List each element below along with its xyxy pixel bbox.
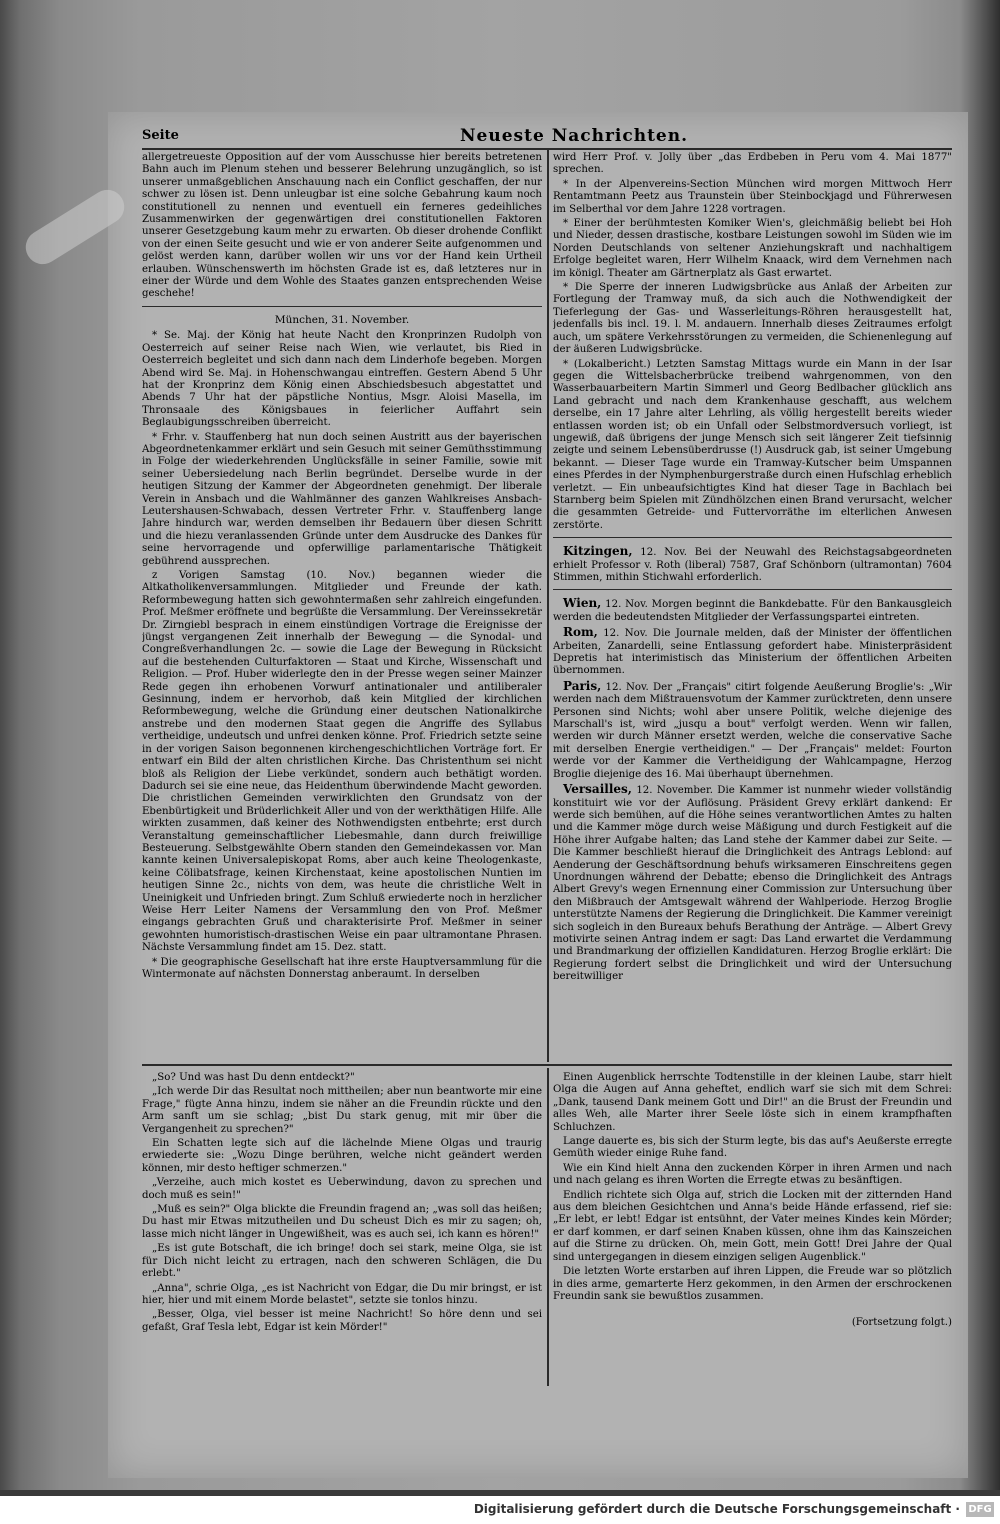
- feuilleton-paragraph: Wie ein Kind hielt Anna den zuckenden Körper in ihren Armen und nach und nach gelang es ihren Worten die Erregte etwas zu besänftigen.: [553, 1162, 952, 1187]
- feuilleton-paragraph: „So? Und was hast Du denn entdeckt?": [152, 1072, 355, 1083]
- telegram-versailles: [553, 783, 952, 984]
- feuilleton-divider: [142, 1064, 952, 1066]
- feuilleton-right: [553, 1072, 952, 1384]
- text-rom: 12. Nov. Die Journale melden, daß der Minister der öffentlichen Arbeiten, Zanardelli, seine Entlassung gefordert habe. Ministerpräsident Depretis hat interimistisch das Ministerium der öffentlichen Arbeiten übernommen.: [553, 628, 952, 677]
- feuilleton-paragraph: „Verzeihe, auch mich kostet es Ueberwindung, davon zu sprechen und doch muß es sein!": [142, 1177, 542, 1201]
- feuilleton-paragraph: „Muß es sein?" Olga blickte die Freundin fragend an; „was soll das heißen; Du hast mir Etwas mitzutheilen und Du scheust Dich es mir zu sagen; oh, lasse mich nicht länger in Ungewißheit, was es auch sei, ich kann es hören!": [142, 1204, 542, 1240]
- article-jolly: wird Herr Prof. v. Jolly über „das Erdbeben in Peru vom 4. Mai 1877" sprechen.: [553, 152, 952, 176]
- article-alpenverein: * In der Alpenvereins-Section München wird morgen Mittwoch Herr Rentamtmann Peetz aus Traunstein über Steinbockjagd und Führerwesen im Selberthal vor dem Jahre 1228 vortragen.: [553, 178, 952, 215]
- feuilleton-paragraph: Die letzten Worte erstarben auf ihren Lippen, die Freude war so plötzlich in dies arme, gemarterte Herz gekommen, in den Armen der erschrockenen Freundin sank sie bewußtlos zusammen.: [553, 1266, 952, 1302]
- newspaper-title: Neueste Nachrichten.: [460, 126, 689, 146]
- feuilleton-paragraph: „Besser, Olga, viel besser ist meine Nachricht! So höre denn und sei gefaßt, Graf Tesla lebt, Edgar ist kein Mörder!": [142, 1309, 542, 1333]
- page-header: [142, 126, 952, 148]
- article-koenig: * Se. Maj. der König hat heute Nacht den Kronprinzen Rudolph von Oesterreich auf seiner Reise nach Wien, wie verlautet, bis Ried in Oesterreich begleitet und sich dann nach dem Linderhofe begeben. Morgen Abend wird Se. Maj. in Hohenschwangau eintreffen. Gestern Abend 5 Uhr hat der Kronprinz dem König einen Abschiedsbesuch abgestattet und Abends 7 Uhr hat der päpstliche Nontius, Msgr. Aloisi Masella, im Thronsaale des Königsbaues in feierlicher Auffahrt sein Beglaubigungsschreiben überreicht.: [142, 330, 542, 429]
- feuilleton-paragraph: Einen Augenblick herrschte Todtenstille in der kleinen Laube, starr hielt Olga die Augen auf Anna geheftet, endlich warf sie sich mit dem Schrei: „Dank, tausend Dank meinem Gott und Dir!" an die Brust der Freundin und alles Weh, alle Marter ihrer Seele löste sich in einem krampfhaften Schluchzen.: [553, 1072, 952, 1133]
- dfg-credit: Digitalisierung gefördert durch die Deutsche Forschungsgemeinschaft ·: [473, 1502, 960, 1516]
- text-versailles: 12. November. Die Kammer ist nunmehr wieder vollständig konstituirt wie vor der Auflösung. Präsident Grevy erklärt dankend: Er werde sich bemühen, auf die Höhe seines verantwortlichen Amtes zu halten und die Kammer möge durch weise Mäßigung und durch Festigkeit auf die Höhe ihrer Aufgabe halten; das Land stehe der Kammer dabei zur Seite. — Die Kammer beschließt hierauf die Dringlichkeit des Antrags Leblond: auf Aenderung der Geschäftsordnung behufs wirksameren Einschreitens gegen Unordnungen während der Debatte; ebenso die Dringlichkeit des Antrags Albert Grevy's wegen Ernennung einer Commission zur Untersuchung über den Mißbrauch der Amtsgewalt während der Wahlperiode. Herzog Broglie unterstützte Namens der Regierung die Dringlichkeit. Die Kammer vereinigt sich sogleich in den Bureaux behufs Berathung der Anträge. — Albert Grevy motivirte seinen Antrag indem er sagt: Das Land erwartet die Verdammung und Brandmarkung der offiziellen Kandidaturen. Herzog Broglie erklärt: Die Regierung fordert selbst die Dringlichkeit und wird der Untersuchung bereitwilliger: [553, 785, 952, 983]
- page-label: Seite: [142, 128, 179, 143]
- place-versailles: Versailles,: [563, 782, 632, 797]
- article-separator: [142, 306, 542, 309]
- digitization-footer: [0, 1496, 1000, 1524]
- dfg-logo: DFG: [966, 1502, 994, 1517]
- feuilleton-paragraph: Ein Schatten legte sich auf die lächelnde Miene Olgas und traurig erwiederte sie: „Wozu Dinge berühren, welche nicht geändert werden können, mir desto heftiger schmerzen.": [142, 1138, 542, 1174]
- article-altkatholiken: z Vorigen Samstag (10. Nov.) begannen wieder die Altkatholikenversammlungen. Mitglieder und Freunde der kath. Reformbewegung hatten sich gewohntermaßen sehr zahlreich eingefunden. Prof. Meßmer eröffnete und begrüßte die Versammlung. Der Vereinssekretär Dr. Zirngiebl besprach in einem einstündigen Vortrage die Ereignisse der jüngst vergangenen Zeit innerhalb der Bewegung — die Synodal- und Congreßverhandlungen 2c. — sowie die Lage der Bewegung in Rücksicht auf die bestehenden Culturfaktoren — Staat und Kirche, Wissenschaft und Religion. — Prof. Huber widerlegte den in der Presse wegen seiner Mainzer Rede gegen ihn erhobenen Vorwurf antinationaler und antiliberaler Gesinnung, indem er hervorhob, daß kein Mitglied der kirchlichen Reformbewegung, welche die Gründung einer deutschen Nationalkirche anstrebe und den modernen Staat gegen die Angriffe des Syllabus vertheidige, undeutsch und unfrei denken könne. Prof. Friedrich setzte seine in der vorigen Saison begonnenen kirchengeschichtlichen Vorträge fort. Er entwarf ein Bild der alten christlichen Kirche. Das Christenthum sei nicht bloß als Religion der Liebe verkündet, sondern auch bethätigt worden. Dadurch sei sie eine neue, das Heidenthum überwindende Macht geworden. Die christlichen Gemeinden verwirklichten den Grundsatz von der Ebenbürtigkeit und Brüderlichkeit Aller und von der werkthätigen Hilfe. Alle wirkten zusammen, daß keiner des Nothwendigsten entbehrte; erst durch Veranstaltung gemeinschaftlicher Liebesmahle, dann durch freiwillige Besteuerung. Selbstgewählte Obern standen den Gemeindekassen vor. Man kannte keinen Universalepiskopat Roms, aber auch keine Theologenkaste, keine Cölibatsfrage, keinen Kirchenstaat, keine apostolischen Nuntien im heutigen Sinne 2c., nichts von dem, was heute die christliche Welt in Uneinigkeit und Unfrieden bringt. Zum Schluß erwiederte noch in herzlicher Weise Herr Leiter Namens der Versammlung den von Prof. Meßmer eingangs gebrachten Gruß und charakterisirte Prof. Meßmer in seiner gewohnten humoristisch-drastischen Weise ein paar ultramontane Phrasen. Nächste Versammlung findet am 15. Dez. statt.: [142, 570, 542, 954]
- telegram-kitzingen: [553, 545, 952, 584]
- column-top-right: [553, 152, 952, 1060]
- text-paris: 12. Nov. Der „Français" citirt folgende Aeußerung Broglie's: „Wir werden nach dem Mißtrauensvotum der Kammer zurücktreten, denn unsere Personen sind Nichts; wohl aber unsere Politik, welche diejenige des Marschall's ist, wird „jusqu a bout" verfolgt werden. Wenn wir fallen, werden wir durch Männer ersetzt werden, welche die conservative Sache mit derselben Energie vertheidigen." — Der „Français" meldet: Fourton werde vor der Kammer die Vertheidigung der Wahlcampagne, Herzog Broglie diejenige des 16. Mai überhaupt übernehmen.: [553, 681, 952, 780]
- article-geographische-gesellschaft: * Die geographische Gesellschaft hat ihre erste Hauptversammlung für die Wintermonate auf nächsten Donnerstag anberaumt. In derselben: [142, 956, 542, 980]
- text-wien: 12. Nov. Morgen beginnt die Bankdebatte. Für den Bankausgleich werden die bedeutendsten Mitglieder der Verfassungspartei eintreten.: [553, 599, 952, 623]
- dateline-muenchen: München, 31. November.: [274, 313, 410, 326]
- feuilleton-paragraph: Lange dauerte es, bis sich der Sturm legte, bis das auf's Aeußerste erregte Gemüth wieder einige Ruhe fand.: [553, 1136, 952, 1160]
- column-top-left: [142, 152, 542, 1060]
- feuilleton-paragraph: „Es ist gute Botschaft, die ich bringe! doch sei stark, meine Olga, sie ist für Dich nicht leicht zu ertragen, nach den schweren Schlägen, die Du erlebt.": [142, 1243, 542, 1280]
- telegram-separator: [553, 589, 952, 592]
- feuilleton-continued: (Fortsetzung folgt.): [851, 1317, 952, 1329]
- article-opposition: allergetreueste Opposition auf der vom Ausschusse hier bereits betretenen Bahn auch im Plenum stehen und besserer Belehrung unzugänglich, so ist unserer unmaßgeblichen Anschauung nach ein Conflict geschaffen, der nur schwer zu lösen ist. Denn unleugbar ist eine solche Gebahrung kaum noch constitutionell zu nennen und eventuell ein ferneres gedeihliches Zusammenwirken der gegenwärtigen drei constitutionellen Faktoren unserer Gesetzgebung kaum mehr zu erwarten. Ob dieser drohende Conflikt von der einen Seite gesucht und wie er von anderer Seite aufgenommen und gelöst werden kann, darüber wollen wir uns vor der Hand kein Urtheil erlauben. Wünschenswerth im höchsten Grade ist es, daß letzteres nur in einer der Würde und dem Wohle des Staates ganzen entsprechenden Weise geschehe!: [142, 152, 542, 300]
- column-divider-top: [547, 150, 549, 1062]
- column-divider-bottom: [547, 1068, 549, 1386]
- place-kitzingen: Kitzingen,: [563, 544, 633, 559]
- telegram-separator: [553, 537, 952, 540]
- article-lokalbericht: * (Lokalbericht.) Letzten Samstag Mittags wurde ein Mann in der Isar gegen die Wittelsbacherbrücke treibend wahrgenommen, von den Wasserbauarbeitern Martin Simmerl und Georg Bedlbacher glücklich ans Land gebracht und nach dem Krankenhause geschafft, aus welchem derselbe, ein 17 Jahre alter Lehrling, als völlig hergestellt bereits wieder entlassen worden ist; ob ein Unfall oder Selbstmordversuch vorliegt, ist ungewiß, daß übrigens der junge Mensch sich seit längerer Zeit tiefsinnig zeigte und seinem Lebensüberdrusse (!) Ausdruck gab, ist seiner Umgebung bekannt. — Dieser Tage wurde ein Tramway-Kutscher beim Umspannen eines Pferdes in der Nymphenburgerstraße durch einen Hufschlag erheblich verletzt. — Ein unbeaufsichtigtes Kind hat dieser Tage in Bachlach bei Starnberg beim Spielen mit Zündhölzchen einen Brand verursacht, welcher die gesammten Getreide- und Futtervorräthe im elterlichen Anwesen zerstörte.: [553, 358, 952, 531]
- feuilleton-left: [142, 1072, 542, 1384]
- feuilleton-paragraph: „Ich werde Dir das Resultat noch mittheilen; aber nun beantworte mir eine Frage," fügte Anna hinzu, indem sie näher an die Freundin rückte und den Arm sanft um sie schlag; „bist Du stark genug, mit mir über die Vergangenheit zu sprechen?": [142, 1086, 542, 1135]
- place-wien: Wien,: [563, 596, 602, 611]
- text-kitzingen: 12. Nov. Bei der Neuwahl des Reichstagsabgeordneten erhielt Professor v. Roth (liberal) 7587, Graf Schönborn (ultramontan) 7604 Stimmen, mithin Stichwahl erforderlich.: [553, 547, 952, 583]
- telegram-rom: [553, 626, 952, 678]
- feuilleton-paragraph: „Anna", schrie Olga, „es ist Nachricht von Edgar, die Du mir bringst, er ist hier, hier und mit einem Morde belastet", setzte sie tonlos hinzu.: [142, 1282, 542, 1306]
- feuilleton-paragraph: Endlich richtete sich Olga auf, strich die Locken mit der zitternden Hand aus dem bleichen Gesichtchen und Anna's beide Hände erfassend, rief sie: „Er lebt, er lebt! Edgar ist entsühnt, der Vater meines Kindes kein Mörder; er darf kommen, er darf seinen Knaben küssen, ohne ihm das Kainszeichen auf die Stirne zu drücken. Oh, mein Gott, mein Gott! Drei Jahre der Qual sind untergegangen in diesem einzigen seligen Augenblick.": [553, 1189, 952, 1263]
- article-stauffenberg: * Frhr. v. Stauffenberg hat nun doch seinen Austritt aus der bayerischen Abgeordnetenkammer erklärt und sein Gesuch mit seiner Gemüthsstimmung in Folge der wiederkehrenden Unglücksfälle in seiner Familie, sowie mit seiner Uebersiedelung nach Berlin begründet. Derselbe wurde in der heutigen Sitzung der Kammer der Abgeordneten genehmigt. Der liberale Verein in Ansbach und die Wahlmänner des ganzen Wahlkreises Ansbach-Leutershausen-Schwabach, dessen Vertreter Frhr. v. Stauffenberg lange Jahre hindurch war, werden demselben ihr Bedauern über diesen Schritt und die hiezu veranlassenden Gründe unter dem Ausdrucke des Dankes für seine hervorragende und opferwillige parlamentarische Thätigkeit gebührend aussprechen.: [142, 431, 542, 567]
- place-rom: Rom,: [563, 625, 598, 640]
- article-komiker: * Einer der berühmtesten Komiker Wien's, gleichmäßig beliebt bei Hoh und Nieder, dessen drastische, kostbare Leistungen sowohl im Süden wie im Norden Deutschlands von seltener Anziehungskraft und nachhaltigem Erfolge begleitet waren, Herr Wilhelm Knaack, wird dem Vernehmen nach im königl. Theater am Gärtnerplatz als Gast erwartet.: [553, 218, 952, 279]
- telegram-wien: [553, 597, 952, 624]
- place-paris: Paris,: [563, 678, 602, 693]
- article-ludwigsbruecke: * Die Sperre der inneren Ludwigsbrücke aus Anlaß der Arbeiten zur Fortlegung der Tramway muß, da sich auch die Nothwendigkeit der Tieferlegung der Gas- und Wasserleitungs-Röhren herausgestellt hat, jedenfalls bis incl. 19. l. M. andauern. Innerhalb dieses Zeitraumes erfolgt auch, um spätere Verkehrsstörungen zu vermeiden, die Schienenlegung auf der äußeren Ludwigsbrücke.: [553, 282, 952, 356]
- telegram-paris: [553, 680, 952, 781]
